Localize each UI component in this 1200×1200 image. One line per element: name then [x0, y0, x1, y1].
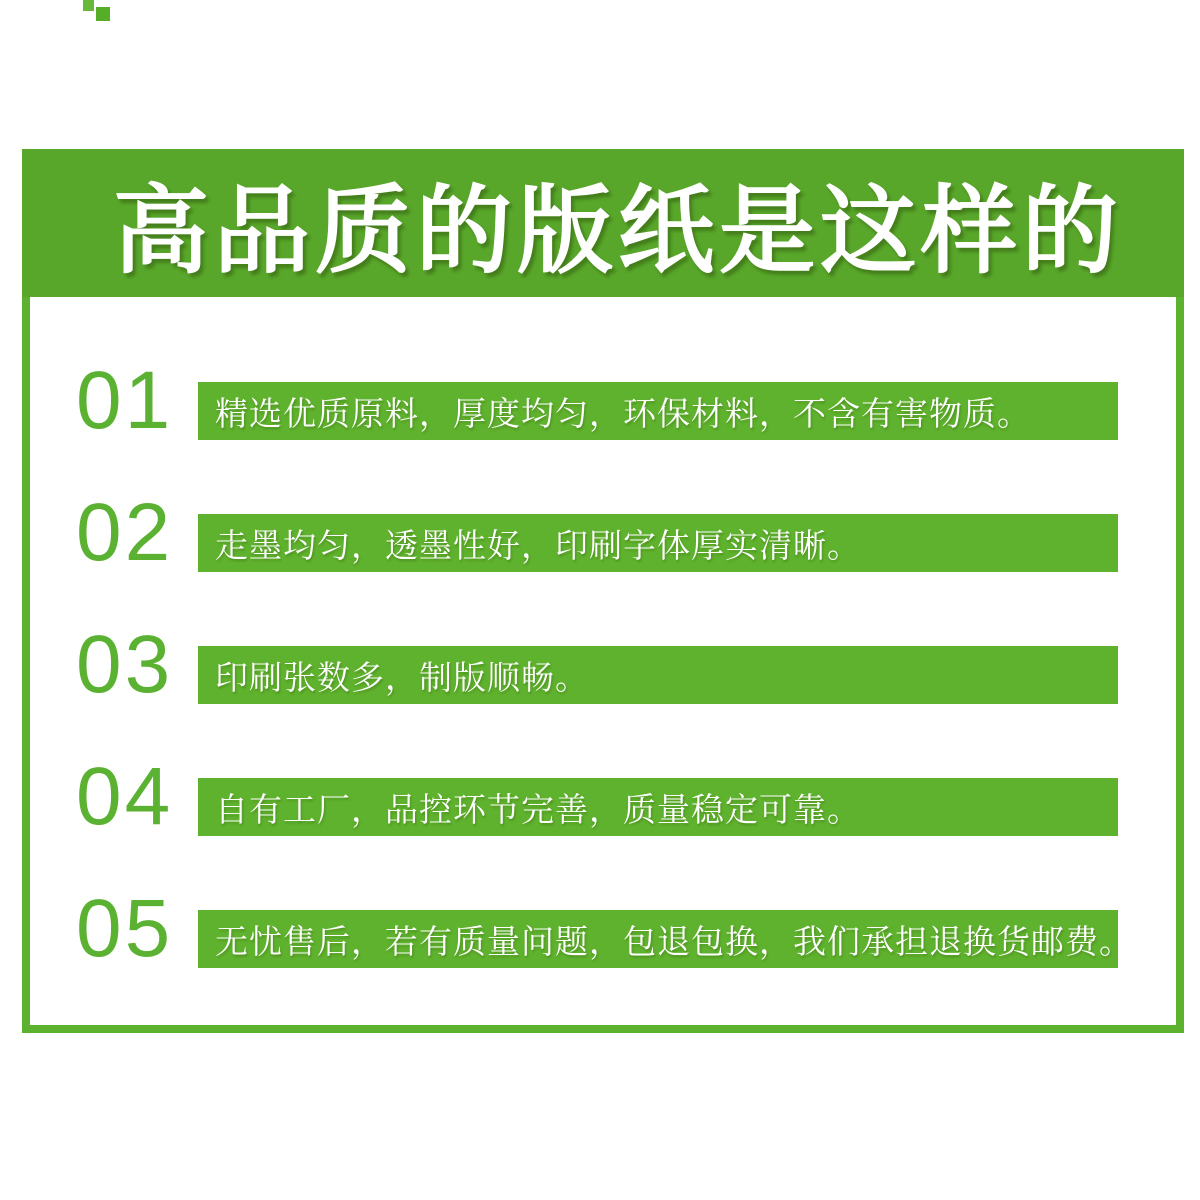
- item-text-bar: [198, 778, 1118, 836]
- corner-square-small: [83, 0, 94, 11]
- item-number: 01: [76, 355, 174, 446]
- item-number: 05: [76, 883, 174, 974]
- item-number: 04: [76, 751, 174, 842]
- frame-border-bottom: [22, 1025, 1184, 1033]
- item-text-bar: [198, 382, 1118, 440]
- item-text: 印刷张数多，制版顺畅。: [215, 658, 589, 696]
- item-text-bar: [198, 646, 1118, 704]
- item-text: 无忧售后，若有质量问题，包退包换，我们承担退换货邮费。: [215, 922, 1133, 960]
- feature-item-2: [0, 487, 1200, 584]
- title-banner: [22, 149, 1184, 297]
- feature-item-3: [0, 619, 1200, 716]
- item-text-bar: [198, 910, 1133, 968]
- feature-item-4: [0, 751, 1200, 848]
- item-text: 走墨均匀，透墨性好，印刷字体厚实清晰。: [215, 526, 861, 564]
- page-title: 高品质的版纸是这样的: [113, 177, 1123, 285]
- item-number: 03: [76, 619, 174, 710]
- item-text-bar: [198, 514, 1118, 572]
- item-number: 02: [76, 487, 174, 578]
- feature-item-5: [0, 883, 1200, 980]
- item-text: 精选优质原料，厚度均匀，环保材料，不含有害物质。: [215, 394, 1031, 432]
- corner-square-large: [96, 7, 110, 21]
- feature-item-1: [0, 355, 1200, 452]
- item-text: 自有工厂，品控环节完善，质量稳定可靠。: [215, 790, 861, 828]
